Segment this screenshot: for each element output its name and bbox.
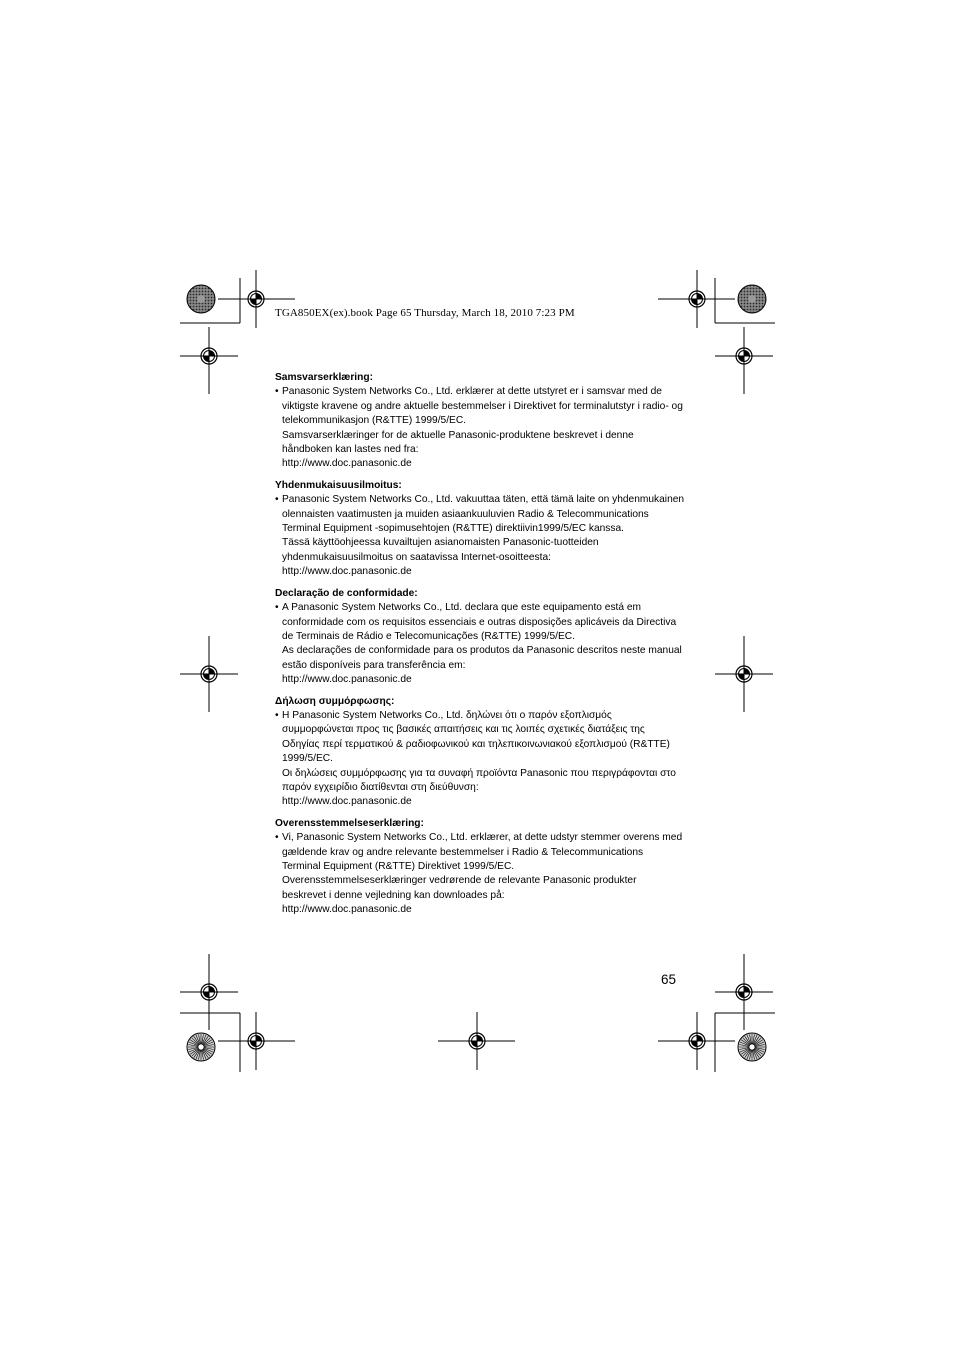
text-line: Vi, Panasonic System Networks Co., Ltd. erklærer, at dette udstyr stemmer overens med bbox=[282, 832, 683, 844]
text-line: viktigste kravene og andre aktuelle bestemmelser i Direktivet for terminalutstyr i radio- og bbox=[282, 400, 683, 412]
text-line: As declarações de conformidade para os produtos da Panasonic descritos neste manual bbox=[282, 645, 682, 657]
bullet-item bbox=[275, 385, 685, 471]
bullet-item bbox=[275, 831, 685, 917]
section-title: Samsvarserklæring: bbox=[275, 372, 373, 383]
url-text: http://www.doc.panasonic.de bbox=[282, 458, 412, 470]
text-line: Panasonic System Networks Co., Ltd. erklærer at dette utstyret er i samsvar med de bbox=[282, 386, 662, 398]
section-norwegian bbox=[275, 371, 685, 472]
section-title: Δήλωση συμμόρφωσης: bbox=[275, 695, 395, 707]
text-line: 1999/5/EC. bbox=[282, 753, 333, 765]
section-danish bbox=[275, 817, 685, 918]
url-text: http://www.doc.panasonic.de bbox=[282, 796, 412, 808]
text-line: A Panasonic System Networks Co., Ltd. declara que este equipamento está em bbox=[282, 602, 642, 614]
text-line: beskrevet i denne vejledning kan downloades på: bbox=[282, 889, 505, 901]
document-body bbox=[275, 371, 685, 925]
text-line: håndboken kan lastes ned fra: bbox=[282, 444, 419, 456]
section-title: Yhdenmukaisuusilmoitus: bbox=[275, 479, 402, 491]
registration-disc-top-left bbox=[187, 285, 215, 313]
text-line: συμμορφώνεται προς τις βασικές απαιτήσεις και τις λοιπές σχετικές διατάξεις της bbox=[282, 724, 645, 736]
url-text: http://www.doc.panasonic.de bbox=[282, 566, 412, 578]
text-line: yhdenmukaisuusilmoitus on saatavissa Internet-osoitteesta: bbox=[282, 551, 551, 563]
bullet-item bbox=[275, 493, 685, 579]
text-line: Overensstemmelseserklæringer vedrørende de relevante Panasonic produkter bbox=[282, 875, 637, 887]
text-line: Η Panasonic System Networks Co., Ltd. δηλώνει ότι ο παρόν εξοπλισμός bbox=[282, 709, 612, 721]
text-line: Terminal Equipment (R&TTE) Direktivet 1999/5/EC. bbox=[282, 861, 515, 872]
registration-disc-top-right bbox=[738, 285, 766, 313]
url-text: http://www.doc.panasonic.de bbox=[282, 904, 412, 916]
registration-disc-bottom-right bbox=[738, 1033, 766, 1061]
section-greek bbox=[275, 695, 685, 810]
bullet-icon: • bbox=[275, 386, 279, 398]
text-line: Panasonic System Networks Co., Ltd. vakuuttaa täten, että tämä laite on yhdenmukainen bbox=[282, 494, 685, 506]
text-line: conformidade com os requisitos essenciais e outras disposições aplicáveis da Directiva bbox=[282, 616, 677, 628]
text-line: de Terminais de Rádio e Telecomunicações (R&TTE) 1999/5/EC. bbox=[282, 630, 575, 642]
bullet-icon: • bbox=[275, 602, 279, 614]
text-line: παρόν εγχειρίδιο διατίθενται στη διεύθυνση: bbox=[282, 781, 479, 793]
text-line: telekommunikasjon (R&TTE) 1999/5/EC. bbox=[282, 415, 467, 427]
section-finnish bbox=[275, 479, 685, 580]
text-line: Tässä käyttöohjeessa kuvailtujen asianomaisten Panasonic-tuotteiden bbox=[282, 537, 599, 549]
registration-disc-bottom-left bbox=[187, 1033, 215, 1061]
section-title: Overensstemmelseserklæring: bbox=[275, 817, 424, 829]
text-line: olennaisten vaatimusten ja muiden asiaankuuluvien Radio & Telecommunications bbox=[282, 508, 649, 520]
text-line: Samsvarserklæringer for de aktuelle Panasonic-produktene beskrevet i denne bbox=[282, 429, 634, 441]
text-line: Οι δηλώσεις συμμόρφωσης για τα συναφή προϊόντα Panasonic που περιγράφονται στο bbox=[282, 767, 676, 779]
text-line: gældende krav og andre relevante bestemmelser i Radio & Telecommunications bbox=[282, 846, 644, 858]
section-portuguese bbox=[275, 587, 685, 688]
bullet-icon: • bbox=[275, 709, 279, 721]
print-header: TGA850EX(ex).book Page 65 Thursday, March 18, 2010 7:23 PM bbox=[275, 307, 575, 319]
bullet-icon: • bbox=[275, 832, 279, 844]
url-text: http://www.doc.panasonic.de bbox=[282, 674, 412, 686]
text-line: estão disponíveis para transferência em: bbox=[282, 659, 466, 671]
bullet-item bbox=[275, 601, 685, 687]
text-line: Οδηγίας περί τερματικού & ραδιοφωνικού και τηλεπικοινωνιακού εξοπλισμού (R&TTE) bbox=[282, 738, 670, 750]
bullet-item bbox=[275, 709, 685, 810]
text-line: Terminal Equipment -sopimusehtojen (R&TTE) direktiivin1999/5/EC kanssa. bbox=[282, 523, 624, 535]
section-title: Declaração de conformidade: bbox=[275, 587, 418, 599]
bullet-icon: • bbox=[275, 494, 279, 506]
page-number: 65 bbox=[661, 972, 677, 987]
